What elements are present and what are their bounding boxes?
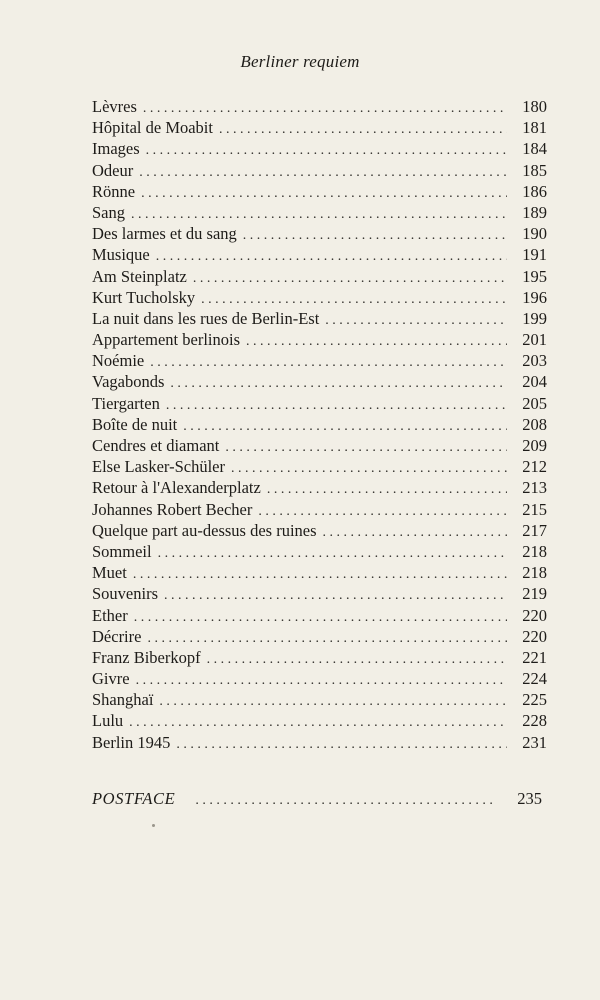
toc-page-number: 203	[522, 351, 547, 371]
toc-entry-title: Givre	[92, 669, 130, 689]
dot-leader	[219, 119, 507, 140]
toc-page-number: 208	[522, 414, 547, 434]
toc-row	[92, 520, 547, 541]
toc-entry-title: Tiergarten	[92, 393, 160, 413]
dot-leader	[143, 98, 507, 119]
dot-leader	[156, 246, 507, 267]
toc-row	[92, 308, 547, 329]
toc-row	[92, 266, 547, 287]
dot-leader	[225, 437, 507, 458]
toc-page-number: 205	[522, 393, 547, 413]
dot-leader	[243, 225, 507, 246]
toc-entry-title: Else Lasker-Schüler	[92, 457, 225, 477]
toc-page-number: 195	[522, 266, 547, 286]
toc-row	[92, 160, 547, 181]
toc-entry-title: Musique	[92, 245, 150, 265]
toc-row	[92, 223, 547, 244]
postface-page-number: 235	[517, 789, 542, 808]
toc-entry-title: Images	[92, 139, 140, 159]
postface-entry	[92, 788, 542, 809]
toc-row	[92, 647, 547, 668]
toc-entry-title: Berlin 1945	[92, 732, 171, 752]
dot-leader	[323, 522, 507, 543]
toc-row	[92, 287, 547, 308]
toc-entry-title: Appartement berlinois	[92, 330, 241, 350]
dot-leader	[159, 691, 507, 712]
toc-entry-title: Boîte de nuit	[92, 414, 178, 434]
dot-leader	[267, 479, 507, 500]
toc-entry-title: Kurt Tucholsky	[92, 287, 196, 307]
toc-row	[92, 541, 547, 562]
toc-page-number: 209	[522, 436, 547, 455]
toc-row	[92, 202, 547, 223]
toc-row	[92, 181, 547, 202]
toc-entry-title: Johannes Robert Becher	[92, 499, 253, 519]
dot-leader	[139, 162, 507, 183]
toc-row	[92, 435, 547, 456]
toc-page-number: 204	[522, 372, 547, 392]
dot-leader	[146, 140, 507, 161]
table-of-contents	[92, 96, 547, 753]
toc-page-number: 185	[522, 160, 547, 180]
toc-page-number: 196	[522, 287, 547, 307]
toc-entry-title: Sang	[92, 202, 125, 222]
toc-row	[92, 562, 547, 583]
toc-entry-title: Des larmes et du sang	[92, 224, 237, 244]
toc-entry-title: Noémie	[92, 351, 145, 371]
toc-row	[92, 626, 547, 647]
toc-entry-title: Sommeil	[92, 541, 152, 561]
toc-page-number: 212	[522, 457, 547, 477]
toc-entry-title: Ether	[92, 605, 128, 625]
toc-page-number: 180	[522, 97, 547, 116]
toc-page-number: 191	[522, 245, 547, 265]
toc-row	[92, 414, 547, 435]
toc-entry-title: Rönne	[92, 181, 136, 201]
dot-leader	[150, 352, 507, 373]
dot-leader	[183, 416, 507, 437]
toc-page-number: 220	[522, 605, 547, 625]
toc-page-number: 213	[522, 478, 547, 498]
toc-entry-title: Muet	[92, 563, 127, 583]
dot-leader	[246, 331, 507, 352]
toc-entry-title: Lulu	[92, 711, 124, 731]
toc-entry-title: La nuit dans les rues de Berlin-Est	[92, 308, 320, 328]
toc-row	[92, 393, 547, 414]
toc-page-number: 221	[522, 647, 547, 667]
dot-leader	[201, 289, 507, 310]
dot-leader	[193, 268, 507, 289]
toc-entry-title: Franz Biberkopf	[92, 647, 201, 667]
toc-entry-title: Shanghaï	[92, 690, 154, 710]
toc-row	[92, 710, 547, 731]
toc-page-number: 199	[522, 308, 547, 328]
toc-entry-title: Lèvres	[92, 97, 137, 116]
toc-entry-title: Vagabonds	[92, 372, 165, 392]
toc-row	[92, 499, 547, 520]
dot-leader	[158, 543, 507, 564]
toc-page-number: 184	[522, 139, 547, 159]
toc-row	[92, 329, 547, 350]
toc-page-number: 228	[522, 711, 547, 731]
dot-leader	[133, 564, 507, 585]
dot-leader	[129, 712, 507, 733]
toc-entry-title: Odeur	[92, 160, 134, 180]
dot-leader	[258, 501, 507, 522]
toc-row	[92, 117, 547, 138]
dot-leader	[195, 790, 494, 811]
dot-leader	[141, 183, 507, 204]
toc-row	[92, 138, 547, 159]
toc-entry-title: Hôpital de Moabit	[92, 118, 213, 138]
postface-title: POSTFACE	[92, 789, 176, 808]
dot-leader	[134, 607, 507, 628]
dot-leader	[147, 628, 507, 649]
toc-page-number: 215	[522, 499, 547, 519]
toc-page-number: 220	[522, 626, 547, 646]
toc-row	[92, 96, 547, 117]
toc-entry-title: Quelque part au-dessus des ruines	[92, 520, 317, 540]
toc-page-number: 219	[522, 584, 547, 604]
toc-page-number: 218	[522, 563, 547, 583]
toc-row	[92, 732, 547, 753]
dot-leader	[231, 458, 507, 479]
toc-row	[92, 668, 547, 689]
toc-row	[92, 605, 547, 626]
toc-page-number: 231	[522, 732, 547, 752]
toc-row	[92, 477, 547, 498]
toc-row	[92, 689, 547, 710]
dot-leader	[166, 395, 507, 416]
running-head: Berliner requiem	[240, 52, 360, 71]
dot-leader	[325, 310, 507, 331]
toc-page-number: 181	[522, 118, 547, 138]
toc-page-number: 218	[522, 541, 547, 561]
toc-row	[92, 788, 542, 809]
dot-leader	[170, 373, 507, 394]
toc-page-number: 201	[522, 330, 547, 350]
toc-entry-title: Retour à l'Alexanderplatz	[92, 478, 261, 498]
toc-page-number: 225	[522, 690, 547, 710]
toc-row	[92, 583, 547, 604]
toc-page-number: 224	[522, 669, 547, 689]
dot-leader	[136, 670, 507, 691]
paper-speck	[152, 824, 155, 827]
toc-row	[92, 371, 547, 392]
dot-leader	[164, 585, 507, 606]
toc-entry-title: Am Steinplatz	[92, 266, 187, 286]
dot-leader	[176, 734, 507, 755]
dot-leader	[131, 204, 507, 225]
toc-page-number: 190	[522, 224, 547, 244]
toc-page-number: 217	[522, 520, 547, 540]
toc-row	[92, 244, 547, 265]
toc-page-number: 189	[522, 202, 547, 222]
toc-entry-title: Décrire	[92, 626, 142, 646]
toc-entry-title: Cendres et diamant	[92, 436, 220, 455]
toc-row	[92, 350, 547, 371]
dot-leader	[207, 649, 507, 670]
toc-page-number: 186	[522, 181, 547, 201]
toc-entry-title: Souvenirs	[92, 584, 158, 604]
toc-row	[92, 456, 547, 477]
